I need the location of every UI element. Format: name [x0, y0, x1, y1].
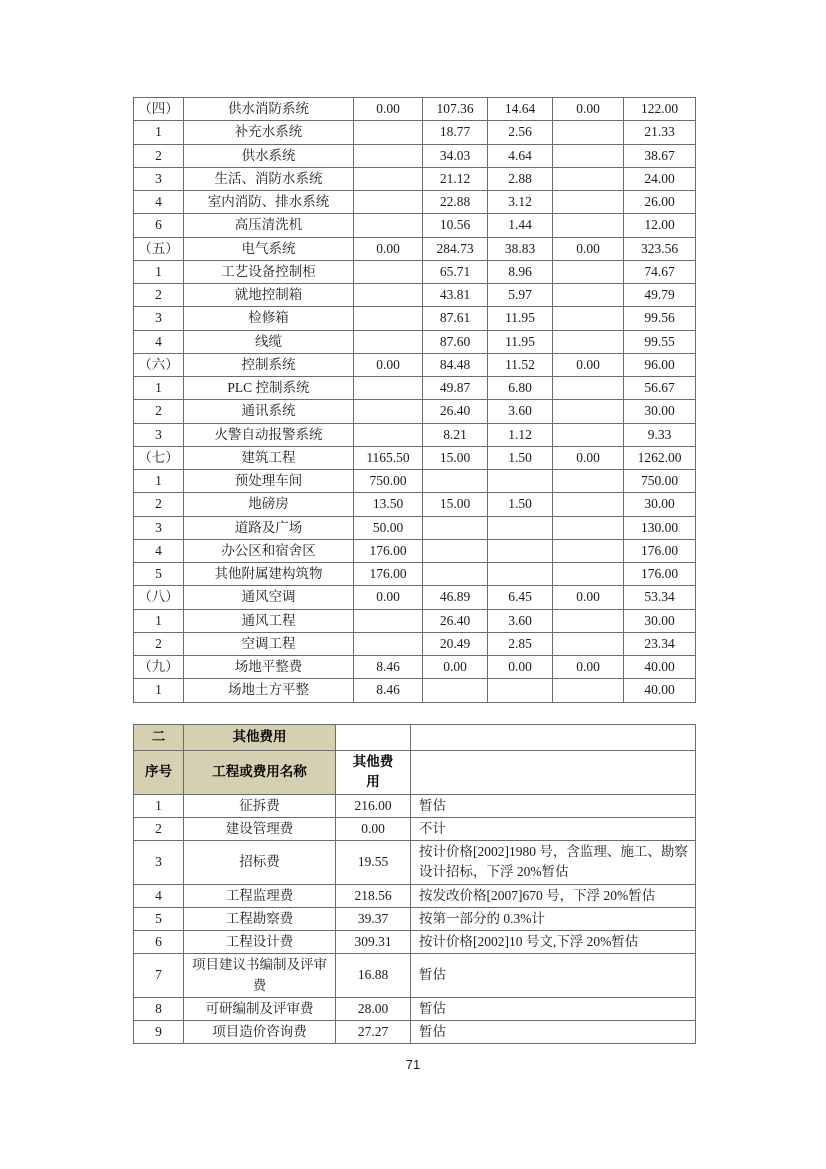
- table-row: [134, 516, 696, 539]
- item-name-cell: 检修箱: [184, 307, 354, 330]
- item-name-cell: 可研编制及评审费: [184, 997, 336, 1020]
- row-number-cell: 3: [134, 516, 184, 539]
- value-cell: [354, 307, 423, 330]
- table-row: [134, 167, 696, 190]
- table-row: [134, 400, 696, 423]
- table-row: [134, 470, 696, 493]
- row-number-cell: 4: [134, 884, 184, 907]
- item-name-cell: PLC 控制系统: [184, 377, 354, 400]
- value-cell: [488, 539, 553, 562]
- table-row: [134, 307, 696, 330]
- value-cell: 34.03: [423, 144, 488, 167]
- item-name-cell: 通讯系统: [184, 400, 354, 423]
- value-cell: 74.67: [624, 260, 696, 283]
- value-cell: 0.00: [354, 237, 423, 260]
- section-title-cell: 其他费用: [184, 725, 336, 751]
- value-cell: [553, 377, 624, 400]
- row-number-cell: 6: [134, 931, 184, 954]
- row-number-cell: （九）: [134, 656, 184, 679]
- value-cell: 107.36: [423, 98, 488, 121]
- row-number-cell: （四）: [134, 98, 184, 121]
- row-number-cell: 1: [134, 794, 184, 817]
- fee-value-cell: 39.37: [336, 907, 411, 930]
- value-cell: 21.12: [423, 167, 488, 190]
- value-cell: 23.34: [624, 632, 696, 655]
- item-name-cell: 供水系统: [184, 144, 354, 167]
- item-name-cell: 建筑工程: [184, 446, 354, 469]
- value-cell: [553, 632, 624, 655]
- value-cell: 65.71: [423, 260, 488, 283]
- value-cell: 20.49: [423, 632, 488, 655]
- value-cell: [354, 167, 423, 190]
- page-number: 71: [405, 1057, 421, 1072]
- value-cell: 0.00: [553, 656, 624, 679]
- item-name-cell: 征拆费: [184, 794, 336, 817]
- value-cell: 176.00: [624, 563, 696, 586]
- value-cell: 24.00: [624, 167, 696, 190]
- row-number-cell: 2: [134, 493, 184, 516]
- value-cell: 1.50: [488, 493, 553, 516]
- table-row: [134, 121, 696, 144]
- value-cell: 38.83: [488, 237, 553, 260]
- value-cell: 18.77: [423, 121, 488, 144]
- value-cell: [553, 260, 624, 283]
- remark-cell: 暂估: [411, 1021, 696, 1044]
- value-cell: [553, 539, 624, 562]
- value-cell: 40.00: [624, 679, 696, 702]
- value-cell: [354, 284, 423, 307]
- item-name-cell: 场地土方平整: [184, 679, 354, 702]
- value-cell: 49.79: [624, 284, 696, 307]
- value-cell: [553, 563, 624, 586]
- value-cell: 122.00: [624, 98, 696, 121]
- value-cell: 84.48: [423, 353, 488, 376]
- row-number-cell: 1: [134, 470, 184, 493]
- value-cell: [423, 539, 488, 562]
- fee-value-cell: 27.27: [336, 1021, 411, 1044]
- row-number-cell: 4: [134, 539, 184, 562]
- value-cell: [423, 563, 488, 586]
- table-row: [134, 632, 696, 655]
- row-number-cell: 1: [134, 260, 184, 283]
- empty-cell: [336, 725, 411, 751]
- value-cell: 53.34: [624, 586, 696, 609]
- item-name-cell: 室内消防、排水系统: [184, 191, 354, 214]
- remark-cell: 按计价格[2002]10 号文,下浮 20%暂估: [411, 931, 696, 954]
- value-cell: [354, 400, 423, 423]
- table-row: [134, 907, 696, 930]
- item-name-cell: 工程勘察费: [184, 907, 336, 930]
- item-name-cell: 高压清洗机: [184, 214, 354, 237]
- table-row: [134, 330, 696, 353]
- table-row: [134, 214, 696, 237]
- value-cell: 130.00: [624, 516, 696, 539]
- table-row: [134, 997, 696, 1020]
- value-cell: 46.89: [423, 586, 488, 609]
- value-cell: 323.56: [624, 237, 696, 260]
- value-cell: 38.67: [624, 144, 696, 167]
- value-cell: [488, 516, 553, 539]
- table-row-column-header: [134, 751, 696, 795]
- table-row: [134, 353, 696, 376]
- item-name-cell: 控制系统: [184, 353, 354, 376]
- value-cell: 0.00: [553, 237, 624, 260]
- column-header-name: 工程或费用名称: [184, 751, 336, 795]
- row-number-cell: 4: [134, 191, 184, 214]
- value-cell: 8.21: [423, 423, 488, 446]
- item-name-cell: 工艺设备控制柜: [184, 260, 354, 283]
- value-cell: [354, 423, 423, 446]
- row-number-cell: 3: [134, 841, 184, 885]
- value-cell: [488, 470, 553, 493]
- value-cell: [354, 330, 423, 353]
- item-name-cell: 火警自动报警系统: [184, 423, 354, 446]
- row-number-cell: 6: [134, 214, 184, 237]
- row-number-cell: 1: [134, 377, 184, 400]
- value-cell: 50.00: [354, 516, 423, 539]
- table-row: [134, 423, 696, 446]
- remark-cell: 暂估: [411, 954, 696, 998]
- row-number-cell: 2: [134, 144, 184, 167]
- value-cell: 15.00: [423, 446, 488, 469]
- value-cell: 14.64: [488, 98, 553, 121]
- value-cell: 284.73: [423, 237, 488, 260]
- value-cell: 0.00: [354, 98, 423, 121]
- row-number-cell: 5: [134, 907, 184, 930]
- value-cell: 0.00: [553, 353, 624, 376]
- construction-cost-table: [133, 97, 696, 703]
- value-cell: [488, 563, 553, 586]
- table-row: [134, 144, 696, 167]
- item-name-cell: 道路及广场: [184, 516, 354, 539]
- value-cell: 49.87: [423, 377, 488, 400]
- value-cell: [354, 191, 423, 214]
- item-name-cell: 项目建议书编制及评审费: [184, 954, 336, 998]
- value-cell: 26.40: [423, 609, 488, 632]
- table-row: [134, 563, 696, 586]
- value-cell: 1262.00: [624, 446, 696, 469]
- value-cell: 99.56: [624, 307, 696, 330]
- item-name-cell: 地磅房: [184, 493, 354, 516]
- value-cell: 6.80: [488, 377, 553, 400]
- value-cell: 22.88: [423, 191, 488, 214]
- value-cell: [553, 191, 624, 214]
- empty-cell: [411, 725, 696, 751]
- remark-cell: 按计价格[2002]1980 号，含监理、施工、勘察设计招标，下浮 20%暂估: [411, 841, 696, 885]
- row-number-cell: 3: [134, 307, 184, 330]
- value-cell: 8.46: [354, 679, 423, 702]
- remark-cell: 按第一部分的 0.3%计: [411, 907, 696, 930]
- row-number-cell: 3: [134, 423, 184, 446]
- value-cell: [553, 121, 624, 144]
- value-cell: 13.50: [354, 493, 423, 516]
- value-cell: [553, 423, 624, 446]
- value-cell: [553, 307, 624, 330]
- item-name-cell: 项目造价咨询费: [184, 1021, 336, 1044]
- value-cell: 0.00: [553, 98, 624, 121]
- other-fees-table: [133, 724, 696, 1044]
- fee-value-cell: 19.55: [336, 841, 411, 885]
- row-number-cell: 1: [134, 609, 184, 632]
- value-cell: 0.00: [354, 353, 423, 376]
- value-cell: [553, 167, 624, 190]
- value-cell: [354, 214, 423, 237]
- value-cell: [553, 493, 624, 516]
- value-cell: 8.46: [354, 656, 423, 679]
- value-cell: [553, 516, 624, 539]
- value-cell: 0.00: [553, 446, 624, 469]
- value-cell: [553, 330, 624, 353]
- item-name-cell: 预处理车间: [184, 470, 354, 493]
- table-row: [134, 284, 696, 307]
- table-row: [134, 377, 696, 400]
- value-cell: [354, 632, 423, 655]
- row-number-cell: 7: [134, 954, 184, 998]
- row-number-cell: 1: [134, 679, 184, 702]
- row-number-cell: （七）: [134, 446, 184, 469]
- row-number-cell: 2: [134, 400, 184, 423]
- value-cell: 1165.50: [354, 446, 423, 469]
- value-cell: [423, 470, 488, 493]
- table-row: [134, 656, 696, 679]
- row-number-cell: 2: [134, 817, 184, 840]
- column-header-no: 序号: [134, 751, 184, 795]
- item-name-cell: 场地平整费: [184, 656, 354, 679]
- section-number-cell: 二: [134, 725, 184, 751]
- item-name-cell: 招标费: [184, 841, 336, 885]
- fee-value-cell: 28.00: [336, 997, 411, 1020]
- row-number-cell: 5: [134, 563, 184, 586]
- table-row: [134, 539, 696, 562]
- value-cell: [553, 679, 624, 702]
- value-cell: 0.00: [553, 586, 624, 609]
- row-number-cell: （八）: [134, 586, 184, 609]
- table-row: [134, 260, 696, 283]
- construction-cost-table-body: [134, 98, 696, 703]
- row-number-cell: 2: [134, 284, 184, 307]
- row-number-cell: 1: [134, 121, 184, 144]
- value-cell: [354, 260, 423, 283]
- value-cell: 30.00: [624, 400, 696, 423]
- value-cell: 96.00: [624, 353, 696, 376]
- value-cell: 26.00: [624, 191, 696, 214]
- table-row: [134, 237, 696, 260]
- fee-value-cell: 16.88: [336, 954, 411, 998]
- value-cell: 11.52: [488, 353, 553, 376]
- row-number-cell: （五）: [134, 237, 184, 260]
- value-cell: 750.00: [624, 470, 696, 493]
- item-name-cell: 生活、消防水系统: [184, 167, 354, 190]
- item-name-cell: 就地控制箱: [184, 284, 354, 307]
- table-row: [134, 191, 696, 214]
- value-cell: [354, 377, 423, 400]
- table-row: [134, 609, 696, 632]
- item-name-cell: 办公区和宿舍区: [184, 539, 354, 562]
- value-cell: 0.00: [488, 656, 553, 679]
- item-name-cell: 空调工程: [184, 632, 354, 655]
- item-name-cell: 电气系统: [184, 237, 354, 260]
- item-name-cell: 通风工程: [184, 609, 354, 632]
- remark-cell: 暂估: [411, 794, 696, 817]
- value-cell: [354, 144, 423, 167]
- table-row: [134, 586, 696, 609]
- value-cell: 5.97: [488, 284, 553, 307]
- value-cell: 750.00: [354, 470, 423, 493]
- item-name-cell: 通风空调: [184, 586, 354, 609]
- value-cell: 2.85: [488, 632, 553, 655]
- table-row: [134, 1021, 696, 1044]
- value-cell: 3.12: [488, 191, 553, 214]
- item-name-cell: 线缆: [184, 330, 354, 353]
- item-name-cell: 供水消防系统: [184, 98, 354, 121]
- item-name-cell: 建设管理费: [184, 817, 336, 840]
- table-row: [134, 493, 696, 516]
- value-cell: 30.00: [624, 493, 696, 516]
- value-cell: 30.00: [624, 609, 696, 632]
- value-cell: 9.33: [624, 423, 696, 446]
- other-fees-table-body: [134, 725, 696, 1044]
- table-row-section-header: [134, 725, 696, 751]
- value-cell: [488, 679, 553, 702]
- fee-value-cell: 0.00: [336, 817, 411, 840]
- fee-value-cell: 309.31: [336, 931, 411, 954]
- row-number-cell: 4: [134, 330, 184, 353]
- table-row: [134, 446, 696, 469]
- table-row: [134, 931, 696, 954]
- table-row: [134, 817, 696, 840]
- value-cell: [354, 121, 423, 144]
- value-cell: 43.81: [423, 284, 488, 307]
- value-cell: 6.45: [488, 586, 553, 609]
- value-cell: 87.61: [423, 307, 488, 330]
- item-name-cell: 其他附属建构筑物: [184, 563, 354, 586]
- value-cell: [553, 609, 624, 632]
- value-cell: 176.00: [354, 563, 423, 586]
- table-row: [134, 884, 696, 907]
- value-cell: 8.96: [488, 260, 553, 283]
- row-number-cell: 9: [134, 1021, 184, 1044]
- value-cell: 40.00: [624, 656, 696, 679]
- value-cell: 26.40: [423, 400, 488, 423]
- column-header-fee: 其他费用: [336, 751, 411, 795]
- value-cell: [553, 214, 624, 237]
- value-cell: 99.55: [624, 330, 696, 353]
- value-cell: 176.00: [354, 539, 423, 562]
- row-number-cell: （六）: [134, 353, 184, 376]
- value-cell: 3.60: [488, 400, 553, 423]
- value-cell: 11.95: [488, 330, 553, 353]
- table-row: [134, 679, 696, 702]
- row-number-cell: 3: [134, 167, 184, 190]
- value-cell: [553, 470, 624, 493]
- value-cell: 0.00: [423, 656, 488, 679]
- row-number-cell: 2: [134, 632, 184, 655]
- value-cell: [553, 284, 624, 307]
- value-cell: [553, 400, 624, 423]
- value-cell: 2.56: [488, 121, 553, 144]
- table-row: [134, 841, 696, 885]
- item-name-cell: 补充水系统: [184, 121, 354, 144]
- value-cell: 1.50: [488, 446, 553, 469]
- empty-cell: [411, 751, 696, 795]
- item-name-cell: 工程监理费: [184, 884, 336, 907]
- value-cell: [423, 679, 488, 702]
- value-cell: 3.60: [488, 609, 553, 632]
- value-cell: 21.33: [624, 121, 696, 144]
- table-row: [134, 98, 696, 121]
- value-cell: [354, 609, 423, 632]
- remark-cell: 暂估: [411, 997, 696, 1020]
- value-cell: 56.67: [624, 377, 696, 400]
- value-cell: 11.95: [488, 307, 553, 330]
- value-cell: 1.12: [488, 423, 553, 446]
- remark-cell: 不计: [411, 817, 696, 840]
- value-cell: [423, 516, 488, 539]
- value-cell: 2.88: [488, 167, 553, 190]
- row-number-cell: 8: [134, 997, 184, 1020]
- table-row: [134, 954, 696, 998]
- value-cell: 1.44: [488, 214, 553, 237]
- value-cell: 87.60: [423, 330, 488, 353]
- fee-value-cell: 216.00: [336, 794, 411, 817]
- value-cell: 0.00: [354, 586, 423, 609]
- value-cell: 4.64: [488, 144, 553, 167]
- value-cell: 10.56: [423, 214, 488, 237]
- table-row: [134, 794, 696, 817]
- value-cell: 15.00: [423, 493, 488, 516]
- fee-value-cell: 218.56: [336, 884, 411, 907]
- value-cell: [553, 144, 624, 167]
- remark-cell: 按发改价格[2007]670 号，下浮 20%暂估: [411, 884, 696, 907]
- item-name-cell: 工程设计费: [184, 931, 336, 954]
- value-cell: 176.00: [624, 539, 696, 562]
- value-cell: 12.00: [624, 214, 696, 237]
